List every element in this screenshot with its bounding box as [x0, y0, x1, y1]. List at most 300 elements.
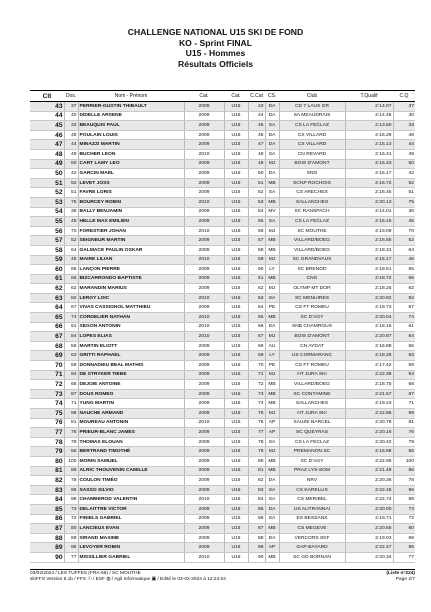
- cell-ccat: 71: [248, 370, 265, 380]
- cell-cs: MB: [265, 399, 279, 409]
- cell-name: SIRAND MAXIME: [78, 533, 184, 543]
- cell-clt: 54: [30, 207, 64, 217]
- cell-cq: 74: [393, 313, 415, 323]
- cell-tqualif: 2:22.74: [345, 495, 393, 505]
- cell-name: LANCIEUX EVAN: [78, 524, 184, 534]
- cell-ccat: 48: [248, 149, 265, 159]
- cell-year: 2009: [184, 476, 224, 486]
- cell-cs: MJ: [265, 226, 279, 236]
- cell-clt: 87: [30, 524, 64, 534]
- cell-clt: 80: [30, 456, 64, 466]
- cell-cs: SA: [265, 121, 279, 131]
- cell-club: CS LA FECLAZ: [279, 121, 345, 131]
- cell-tqualif: 2:18.75: [345, 380, 393, 390]
- cell-clt: 89: [30, 543, 64, 553]
- cell-cs: DA: [265, 130, 279, 140]
- cell-cq: 36: [393, 207, 415, 217]
- cell-cs: SA: [265, 514, 279, 524]
- cell-name: GRITTI RAPHAEL: [78, 351, 184, 361]
- cell-cs: MB: [265, 524, 279, 534]
- cell-year: 2009: [184, 274, 224, 284]
- cell-cat: U15: [224, 188, 248, 198]
- cell-year: 2009: [184, 178, 224, 188]
- cell-clt: 84: [30, 495, 64, 505]
- col-header-year: Cat.: [184, 91, 224, 102]
- cell-club: CS MERIBEL: [279, 495, 345, 505]
- table-row: [30, 380, 415, 390]
- cell-cat: U15: [224, 130, 248, 140]
- table-row: [30, 389, 415, 399]
- table-row: [30, 265, 415, 275]
- cell-tqualif: 2:20.16: [345, 428, 393, 438]
- results-header: [0, 0, 431, 69]
- cell-tqualif: 2:22.46: [345, 485, 393, 495]
- cell-name: ALRIC THOUVENIN CAMILLE: [78, 466, 184, 476]
- cell-cq: 69: [393, 533, 415, 543]
- cell-dos: 68: [64, 380, 78, 390]
- cell-tqualif: 2:18.73: [345, 303, 393, 313]
- cell-club: CD 7 LAUX GR: [279, 102, 345, 112]
- table-row: [30, 341, 415, 351]
- cell-year: 2010: [184, 255, 224, 265]
- cell-clt: 63: [30, 293, 64, 303]
- table-row: [30, 293, 415, 303]
- cell-ccat: 57: [248, 236, 265, 246]
- cell-name: MINAZZI MARTIN: [78, 140, 184, 150]
- cell-tqualif: 2:16.28: [345, 130, 393, 140]
- cell-ccat: 74: [248, 399, 265, 409]
- cell-club: GAP-BAYARD: [279, 543, 345, 553]
- cell-cs: MB: [265, 236, 279, 246]
- cell-dos: 86: [64, 466, 78, 476]
- cell-year: 2009: [184, 524, 224, 534]
- cell-year: 2009: [184, 447, 224, 457]
- cell-ccat: 44: [248, 111, 265, 121]
- cell-year: 2009: [184, 428, 224, 438]
- cell-cat: U15: [224, 543, 248, 553]
- cell-cq: 77: [393, 552, 415, 562]
- table-row: [30, 418, 415, 428]
- cell-dos: 96: [64, 485, 78, 495]
- cell-clt: 69: [30, 351, 64, 361]
- table-row: [30, 447, 415, 457]
- cell-tqualif: 2:16.89: [345, 341, 393, 351]
- cell-dos: 33: [64, 121, 78, 131]
- cell-year: 2009: [184, 533, 224, 543]
- cell-year: 2009: [184, 504, 224, 514]
- cell-cq: 96: [393, 485, 415, 495]
- cell-tqualif: 2:18.29: [345, 351, 393, 361]
- cell-dos: 98: [64, 495, 78, 505]
- cell-dos: 95: [64, 543, 78, 553]
- category-name: U15 - Hommes: [185, 48, 246, 58]
- cell-cat: U15: [224, 102, 248, 112]
- cell-clt: 67: [30, 332, 64, 342]
- cell-club: SNO: [279, 169, 345, 179]
- cell-name: LEROY LOIC: [78, 293, 184, 303]
- cell-club: NRV: [279, 476, 345, 486]
- cell-ccat: 56: [248, 226, 265, 236]
- cell-ccat: 83: [248, 485, 265, 495]
- cell-dos: 75: [64, 197, 78, 207]
- table-row: [30, 514, 415, 524]
- cell-cat: U15: [224, 370, 248, 380]
- cell-dos: 44: [64, 140, 78, 150]
- cell-ccat: 63: [248, 293, 265, 303]
- cell-dos: 69: [64, 533, 78, 543]
- cell-cat: U15: [224, 255, 248, 265]
- cell-name: DONNADIEU BEAL MATHIS: [78, 361, 184, 371]
- cell-cq: 81: [393, 418, 415, 428]
- cell-year: 2009: [184, 130, 224, 140]
- col-header-ccat: C.Cat: [248, 91, 265, 102]
- table-row: [30, 217, 415, 227]
- event-name: KO - Sprint FINAL: [178, 37, 253, 48]
- cell-clt: 51: [30, 178, 64, 188]
- cell-tqualif: 2:22.85: [345, 409, 393, 419]
- cell-cat: U15: [224, 437, 248, 447]
- cell-club: VILLARD/BOEG: [279, 236, 345, 246]
- cell-clt: 90: [30, 552, 64, 562]
- table-row: [30, 504, 415, 514]
- cell-cat: U15: [224, 361, 248, 371]
- cell-ccat: 52: [248, 188, 265, 198]
- cell-year: 2009: [184, 361, 224, 371]
- cell-cs: AP: [265, 428, 279, 438]
- cell-name: NAUCHE ARMAND: [78, 409, 184, 419]
- cell-cq: 49: [393, 149, 415, 159]
- cell-name: DIDELLE ARSENE: [78, 111, 184, 121]
- cell-cq: 56: [393, 341, 415, 351]
- cell-year: 2010: [184, 322, 224, 332]
- col-header-cat: Cat.: [224, 91, 248, 102]
- cell-year: 2010: [184, 197, 224, 207]
- cell-cat: U15: [224, 159, 248, 169]
- cell-cat: U15: [224, 293, 248, 303]
- cell-cat: U15: [224, 389, 248, 399]
- cell-cq: 80: [393, 524, 415, 534]
- cell-year: 2009: [184, 409, 224, 419]
- cell-year: 2010: [184, 495, 224, 505]
- cell-club: CS VILLARD: [279, 130, 345, 140]
- cell-cq: 51: [393, 188, 415, 198]
- cell-cq: 55: [393, 447, 415, 457]
- cell-ccat: 76: [248, 418, 265, 428]
- cell-tqualif: 2:21.49: [345, 466, 393, 476]
- cell-ccat: 70: [248, 361, 265, 371]
- cell-cat: U15: [224, 303, 248, 313]
- table-row: [30, 178, 415, 188]
- cell-dos: 79: [64, 437, 78, 447]
- cell-cq: 79: [393, 437, 415, 447]
- cell-clt: 74: [30, 399, 64, 409]
- cell-year: 2009: [184, 159, 224, 169]
- cell-cs: LY: [265, 351, 279, 361]
- cell-dos: 40: [64, 111, 78, 121]
- cell-ccat: 68: [248, 341, 265, 351]
- cell-dos: 46: [64, 255, 78, 265]
- cell-tqualif: 2:20.04: [345, 313, 393, 323]
- cell-clt: 46: [30, 130, 64, 140]
- table-row: [30, 332, 415, 342]
- cell-ccat: 69: [248, 351, 265, 361]
- cell-cs: DA: [265, 102, 279, 112]
- cell-cs: MJ: [265, 284, 279, 294]
- col-header-cs: CS.: [265, 91, 279, 102]
- cell-cat: U15: [224, 274, 248, 284]
- cell-cq: 42: [393, 169, 415, 179]
- footer-top: [30, 569, 415, 576]
- cell-clt: 52: [30, 188, 64, 198]
- cell-clt: 60: [30, 265, 64, 275]
- cell-cat: U15: [224, 476, 248, 486]
- cell-name: VIVAS CASSIGNOL MATTHIEU: [78, 303, 184, 313]
- cell-club: CNG: [279, 274, 345, 284]
- cell-tqualif: 2:18.16: [345, 322, 393, 332]
- table-row: [30, 159, 415, 169]
- table-row: [30, 485, 415, 495]
- cell-name: BUCHER LEON: [78, 149, 184, 159]
- cell-name: GARCIN MAEL: [78, 169, 184, 179]
- cell-dos: 72: [64, 514, 78, 524]
- cell-ccat: 75: [248, 409, 265, 419]
- cell-cq: 65: [393, 265, 415, 275]
- table-row: [30, 533, 415, 543]
- cell-club: SC D'AGY: [279, 313, 345, 323]
- cell-ccat: 55: [248, 217, 265, 227]
- cell-cat: U15: [224, 447, 248, 457]
- cell-clt: 77: [30, 428, 64, 438]
- cell-ccat: 89: [248, 543, 265, 553]
- cell-ccat: 84: [248, 495, 265, 505]
- cell-tqualif: 2:20.78: [345, 418, 393, 428]
- cell-dos: 36: [64, 207, 78, 217]
- cell-tqualif: 2:22.47: [345, 543, 393, 553]
- cell-year: 2009: [184, 265, 224, 275]
- cell-name: COULON TIMÉO: [78, 476, 184, 486]
- cell-tqualif: 2:16.41: [345, 149, 393, 159]
- cell-cat: U15: [224, 380, 248, 390]
- cell-club: VILLARD/BOEG: [279, 380, 345, 390]
- cell-clt: 47: [30, 140, 64, 150]
- cell-tqualif: 2:22.38: [345, 370, 393, 380]
- results-subtitle: Résultats Officiels: [178, 58, 253, 69]
- cell-club: CS LA FECLAZ: [279, 217, 345, 227]
- results-body: [30, 102, 415, 563]
- cell-clt: 72: [30, 380, 64, 390]
- cell-club: CS LA FECLAZ: [279, 437, 345, 447]
- cell-tqualif: 2:20.34: [345, 552, 393, 562]
- cell-clt: 56: [30, 226, 64, 236]
- table-row: [30, 207, 415, 217]
- cell-dos: 77: [64, 552, 78, 562]
- cell-cq: 99: [393, 409, 415, 419]
- cell-tqualif: 2:16.88: [345, 447, 393, 457]
- cell-cq: 52: [393, 236, 415, 246]
- cell-club: SC CONTAMINE: [279, 389, 345, 399]
- cell-name: SASSO SILVIO: [78, 485, 184, 495]
- cell-tqualif: 2:16.45: [345, 188, 393, 198]
- cell-clt: 78: [30, 437, 64, 447]
- cell-club: CS MEGEVE: [279, 524, 345, 534]
- cell-tqualif: 2:18.25: [345, 284, 393, 294]
- cell-ccat: 80: [248, 456, 265, 466]
- cell-club: SC QUEYRAS: [279, 428, 345, 438]
- cell-cat: U15: [224, 149, 248, 159]
- cell-cq: 98: [393, 495, 415, 505]
- cell-cq: 61: [393, 322, 415, 332]
- cell-cs: DA: [265, 533, 279, 543]
- cell-tqualif: 2:19.09: [345, 226, 393, 236]
- cell-cs: MJ: [265, 447, 279, 457]
- cell-year: 2009: [184, 111, 224, 121]
- results-table: [30, 90, 415, 563]
- cell-cs: DA: [265, 169, 279, 179]
- cell-tqualif: 2:13.60: [345, 121, 393, 131]
- cell-ccat: 64: [248, 303, 265, 313]
- cell-club: SC RANSPACH: [279, 207, 345, 217]
- cell-tqualif: 2:20.36: [345, 476, 393, 486]
- cell-clt: 48: [30, 149, 64, 159]
- table-row: [30, 236, 415, 246]
- cell-cs: MJ: [265, 255, 279, 265]
- cell-cs: MJ: [265, 332, 279, 342]
- cell-club: SCNP ROCHOIS: [279, 178, 345, 188]
- cell-dos: 74: [64, 313, 78, 323]
- cell-year: 2009: [184, 245, 224, 255]
- cell-cat: U15: [224, 313, 248, 323]
- cell-cs: PE: [265, 303, 279, 313]
- cell-name: FORESTIER JOHAN: [78, 226, 184, 236]
- cell-clt: 55: [30, 217, 64, 227]
- cell-dos: 67: [64, 303, 78, 313]
- cell-dos: 82: [64, 293, 78, 303]
- cell-cq: 62: [393, 284, 415, 294]
- cell-cq: 44: [393, 140, 415, 150]
- table-row: [30, 495, 415, 505]
- cell-cq: 46: [393, 255, 415, 265]
- footer-event-info: 03/02/2024 / LES TUFFES (FRA-66) / SC MOUTHE: [30, 571, 141, 576]
- cell-tqualif: 2:19.03: [345, 533, 393, 543]
- cell-ccat: 62: [248, 284, 265, 294]
- cell-dos: 84: [64, 332, 78, 342]
- cell-cq: 84: [393, 332, 415, 342]
- cell-year: 2009: [184, 514, 224, 524]
- cell-clt: 81: [30, 466, 64, 476]
- cell-tqualif: 2:20.65: [345, 524, 393, 534]
- cell-club: CS FT ROMEU: [279, 361, 345, 371]
- footer-list-number: (Liste n°224): [386, 571, 415, 576]
- cell-cq: 63: [393, 351, 415, 361]
- cell-year: 2009: [184, 236, 224, 246]
- cell-name: PERRIER-GUSTIN THIBAULT: [78, 102, 184, 112]
- cell-cq: 95: [393, 543, 415, 553]
- cell-cat: U15: [224, 524, 248, 534]
- cell-year: 2010: [184, 332, 224, 342]
- cell-tqualif: 2:21.57: [345, 389, 393, 399]
- cell-cs: MJ: [265, 370, 279, 380]
- cell-cq: 66: [393, 274, 415, 284]
- cell-cq: 67: [393, 303, 415, 313]
- cell-dos: 51: [64, 188, 78, 198]
- cell-year: 2009: [184, 207, 224, 217]
- cell-clt: 58: [30, 245, 64, 255]
- table-row: [30, 543, 415, 553]
- cell-cq: 70: [393, 226, 415, 236]
- cell-year: 2010: [184, 293, 224, 303]
- cell-ccat: 72: [248, 380, 265, 390]
- cell-name: THOMAS ELOUAN: [78, 437, 184, 447]
- table-row: [30, 226, 415, 236]
- cell-club: OLYMP MT DOR: [279, 284, 345, 294]
- cell-year: 2010: [184, 552, 224, 562]
- cell-clt: 61: [30, 274, 64, 284]
- cell-cq: 52: [393, 178, 415, 188]
- cell-tqualif: 2:20.13: [345, 197, 393, 207]
- cell-year: 2010: [184, 226, 224, 236]
- cell-club: SC MENUIRES: [279, 293, 345, 303]
- col-header-name: Nom - Prénom: [78, 91, 184, 102]
- cell-dos: 65: [64, 265, 78, 275]
- cell-name: DELAITTRE VICTOR: [78, 504, 184, 514]
- cell-clt: 86: [30, 514, 64, 524]
- cell-name: DE STRYKER TIEBE: [78, 370, 184, 380]
- cell-ccat: 54: [248, 207, 265, 217]
- cell-ccat: 58: [248, 245, 265, 255]
- cell-year: 2009: [184, 456, 224, 466]
- table-row: [30, 149, 415, 159]
- cell-name: MOUREAU ANTONIN: [78, 418, 184, 428]
- table-row: [30, 140, 415, 150]
- cell-cq: 82: [393, 293, 415, 303]
- cell-dos: 45: [64, 217, 78, 227]
- cell-cat: U15: [224, 466, 248, 476]
- cell-club: PREMANON SC: [279, 447, 345, 457]
- cell-cat: U15: [224, 428, 248, 438]
- cell-ccat: 53: [248, 197, 265, 207]
- cell-year: 2009: [184, 466, 224, 476]
- cell-clt: 82: [30, 476, 64, 486]
- table-row: [30, 370, 415, 380]
- cell-cs: MJ: [265, 409, 279, 419]
- table-row: [30, 121, 415, 131]
- cell-name: SEIGNEUR MARTIN: [78, 236, 184, 246]
- cell-dos: 73: [64, 504, 78, 514]
- col-header-tqualif: T.Qualif: [345, 91, 393, 102]
- cell-club: SC MOUTHE: [279, 226, 345, 236]
- cell-clt: 43: [30, 102, 64, 112]
- cell-cs: AP: [265, 543, 279, 553]
- cell-club: CN REVARD: [279, 149, 345, 159]
- cell-name: CORDELIER NATHAN: [78, 313, 184, 323]
- cell-ccat: 67: [248, 332, 265, 342]
- cell-cq: 78: [393, 476, 415, 486]
- table-row: [30, 274, 415, 284]
- cell-name: MARTIN ELIOTT: [78, 341, 184, 351]
- cell-name: FINIELS GABRIEL: [78, 514, 184, 524]
- cell-club: CS ARECHES: [279, 188, 345, 198]
- competition-title: CHALLENGE NATIONAL U15 SKI DE FOND: [127, 27, 304, 37]
- table-row: [30, 351, 415, 361]
- cell-ccat: 73: [248, 389, 265, 399]
- cell-club: CS FT ROMEU: [279, 303, 345, 313]
- cell-name: LEVET JOSS: [78, 178, 184, 188]
- cell-clt: 68: [30, 341, 64, 351]
- cell-name: YUNG MARTIN: [78, 399, 184, 409]
- cell-cat: U15: [224, 514, 248, 524]
- cell-cs: DA: [265, 140, 279, 150]
- cell-clt: 57: [30, 236, 64, 246]
